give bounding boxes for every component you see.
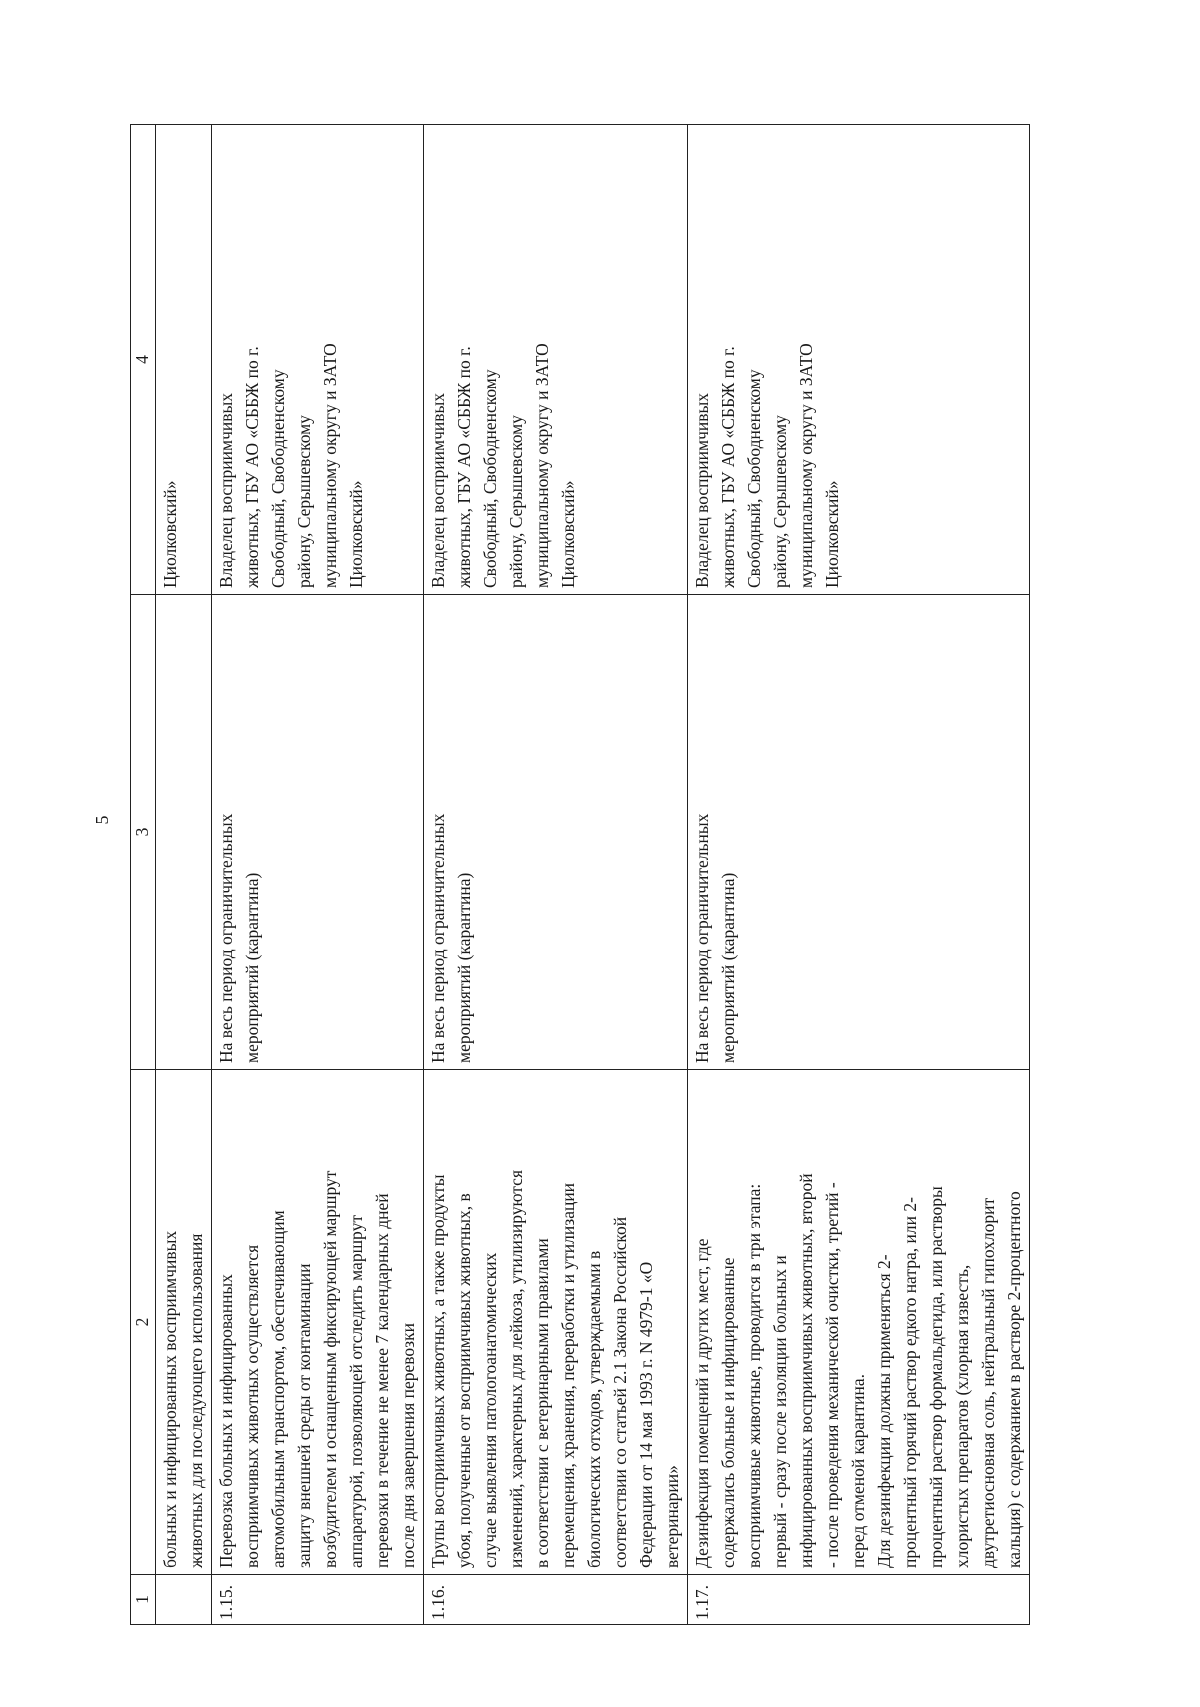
row-number: 1.16. [424, 1575, 688, 1625]
period-cell: На весь период ограничительных мероприятий (карантина) [212, 595, 424, 1070]
header-cell-3: 3 [131, 595, 156, 1070]
period-cell: На весь период ограничительных мероприятий (карантина) [424, 595, 688, 1070]
table-row [424, 125, 688, 1625]
table-row [688, 125, 1030, 1625]
responsible-cell: Владелец восприимчивых животных, ГБУ АО «СББЖ по г. Свободный, Свободненскому району, Серышевскому муниципальному округу и ЗАТО Циолковский» [212, 125, 424, 595]
row-number [156, 1575, 212, 1625]
header-cell-1: 1 [131, 1575, 156, 1625]
measure-cell: Трупы восприимчивых животных, а также продукты убоя, полученные от восприимчивых животных, в случае выявления патологоанатомических изменений, характерных для лейкоза, утилизируются в соответствии с ветеринарными правилами перемещения, хранения, переработки и утилизации биологических отходов, утверждаемыми в соответствии со статьей 2.1 Закона Российской Федерации от 14 мая 1993 г. N 4979-1 «О ветеринарии» [424, 1070, 688, 1575]
page-number: 5 [92, 815, 112, 825]
measure-cell: Перевозка больных и инфицированных восприимчивых животных осуществляется автомобильным транспортом, обеспечивающим защиту внешней среды от контаминации возбудителем и оснащенным фиксирующей маршрут аппаратурой, позволяющей отследить маршрут перевозки в течение не менее 7 календарных дней после дня завершения перевозки [212, 1070, 424, 1575]
measure-cell: больных и инфицированных восприимчивых животных для последующего использования [156, 1070, 212, 1575]
header-cell-4: 4 [131, 125, 156, 595]
measure-cell: Дезинфекция помещений и других мест, где содержались больные и инфицированные восприимчивые животные, проводится в три этапа: первый - сразу после изоляции больных и инфицированных восприимчивых животных, второй - после проведения механической очистки, третий - перед отменой карантина. Для дезинфекции должны применяться 2- процентный горячий раствор едкого натра, или 2- процентный раствор формальдегида, или растворы хлористых препаратов (хлорная известь, двутретиосновная соль, нейтральный гипохлорит кальция) с содержанием в растворе 2-процентного [688, 1070, 1030, 1575]
period-cell [156, 595, 212, 1070]
table-row [156, 125, 212, 1625]
table-row [212, 125, 424, 1625]
header-row [131, 125, 156, 1625]
header-cell-2: 2 [131, 1070, 156, 1575]
responsible-cell: Владелец восприимчивых животных, ГБУ АО «СББЖ по г. Свободный, Свободненскому району, Серышевскому муниципальному округу и ЗАТО Циолковский» [688, 125, 1030, 595]
responsible-cell: Владелец восприимчивых животных, ГБУ АО «СББЖ по г. Свободный, Свободненскому району, Серышевскому муниципальному округу и ЗАТО Циолковский» [424, 125, 688, 595]
row-number: 1.15. [212, 1575, 424, 1625]
measures-table-wrapper [130, 125, 1024, 1625]
row-number: 1.17. [688, 1575, 1030, 1625]
responsible-cell: Циолковский» [156, 125, 212, 595]
period-cell: На весь период ограничительных мероприятий (карантина) [688, 595, 1030, 1070]
measures-table [130, 124, 1030, 1625]
